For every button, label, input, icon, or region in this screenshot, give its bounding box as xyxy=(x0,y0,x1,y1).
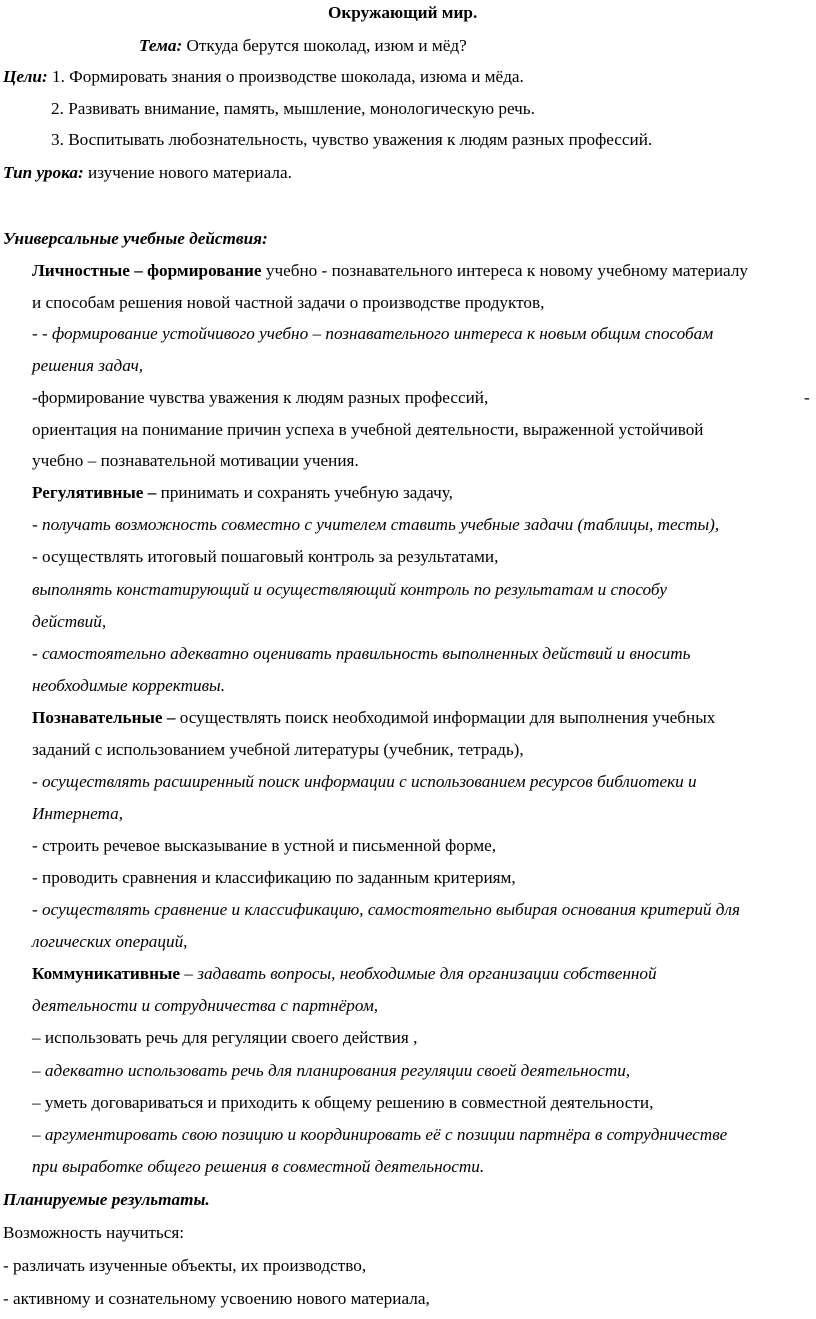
personal-line-5-dash: - xyxy=(804,388,810,407)
communicative-line-1: Коммуникативные – задавать вопросы, необходимые для организации собственной xyxy=(32,964,657,983)
regulatory-line-4: выполнять констатирующий и осуществляющий контроль по результатам и способу xyxy=(32,580,667,599)
personal-line-2: и способам решения новой частной задачи о производстве продуктов, xyxy=(32,293,545,312)
cognitive-line-2: заданий с использованием учебной литературы (учебник, тетрадь), xyxy=(32,740,524,759)
communicative-line-6: – аргументировать свою позицию и координировать её с позиции партнёра в сотрудничестве xyxy=(32,1125,728,1144)
cognitive-line-1: Познавательные – осуществлять поиск необходимой информации для выполнения учебных xyxy=(32,708,716,727)
lesson-type-label: Тип урока: xyxy=(3,163,84,182)
topic-text: Откуда берутся шоколад, изюм и мёд? xyxy=(182,36,467,55)
results-item-2: - активному и сознательному усвоению нового материала, xyxy=(3,1289,430,1308)
topic-label: Тема: xyxy=(139,36,183,55)
communicative-line-2: деятельности и сотрудничества с партнёром, xyxy=(32,996,379,1015)
regulatory-line-6: - самостоятельно адекватно оценивать правильность выполненных действий и вносить xyxy=(32,644,691,663)
cognitive-label: Познавательные – xyxy=(32,708,176,727)
regulatory-line-3: - осуществлять итоговый пошаговый контроль за результатами, xyxy=(32,547,499,566)
communicative-label: Коммуникативные xyxy=(32,964,181,983)
personal-label: Личностные – формирование xyxy=(32,261,262,280)
goals-line-2: 2. Развивать внимание, память, мышление, монологическую речь. xyxy=(51,99,535,118)
personal-line-5: -формирование чувства уважения к людям разных профессий, xyxy=(32,388,489,407)
cognitive-line-4: Интернета, xyxy=(32,804,124,823)
cognitive-line-7: - осуществлять сравнение и классификацию, самостоятельно выбирая основания критерий для xyxy=(32,900,740,919)
personal-line-1: Личностные – формирование учебно - познавательного интереса к новому учебному материалу xyxy=(32,261,748,280)
communicative-line-7: при выработке общего решения в совместной деятельности. xyxy=(32,1157,485,1176)
goals-line-3: 3. Воспитывать любознательность, чувство уважения к людям разных профессий. xyxy=(51,130,653,149)
uud-heading: Универсальные учебные действия: xyxy=(3,229,268,248)
regulatory-line-1: Регулятивные – принимать и сохранять учебную задачу, xyxy=(32,483,453,502)
page-title: Окружающий мир. xyxy=(328,3,478,22)
communicative-line-4: – адекватно использовать речь для планирования регуляции своей деятельности, xyxy=(32,1061,631,1080)
regulatory-line-5: действий, xyxy=(32,612,107,631)
goals-line-1: Цели: 1. Формировать знания о производстве шоколада, изюма и мёда. xyxy=(3,67,524,86)
results-sub: Возможность научиться: xyxy=(3,1223,185,1242)
goals-label: Цели: xyxy=(3,67,48,86)
regulatory-label: Регулятивные – xyxy=(32,483,157,502)
results-heading: Планируемые результаты. xyxy=(3,1190,210,1209)
regulatory-line-2: - получать возможность совместно с учителем ставить учебные задачи (таблицы, тесты), xyxy=(32,515,720,534)
results-item-1: - различать изученные объекты, их производство, xyxy=(3,1256,367,1275)
personal-line-3: - - формирование устойчивого учебно – познавательного интереса к новым общим способам xyxy=(32,324,714,343)
lesson-type-line: Тип урока: изучение нового материала. xyxy=(3,163,292,182)
cognitive-line-6: - проводить сравнения и классификацию по заданным критериям, xyxy=(32,868,516,887)
cognitive-line-5: - строить речевое высказывание в устной и письменной форме, xyxy=(32,836,497,855)
communicative-line-5: – уметь договариваться и приходить к общему решению в совместной деятельности, xyxy=(32,1093,654,1112)
personal-line-4: решения задач, xyxy=(32,356,144,375)
personal-line-6: ориентация на понимание причин успеха в учебной деятельности, выраженной устойчивой xyxy=(32,420,704,439)
communicative-line-3: – использовать речь для регуляции своего действия , xyxy=(32,1028,418,1047)
cognitive-line-3: - осуществлять расширенный поиск информации с использованием ресурсов библиотеки и xyxy=(32,772,697,791)
personal-line-7: учебно – познавательной мотивации учения. xyxy=(32,451,359,470)
regulatory-line-7: необходимые коррективы. xyxy=(32,676,225,695)
topic-line xyxy=(139,36,467,56)
cognitive-line-8: логических операций, xyxy=(32,932,188,951)
